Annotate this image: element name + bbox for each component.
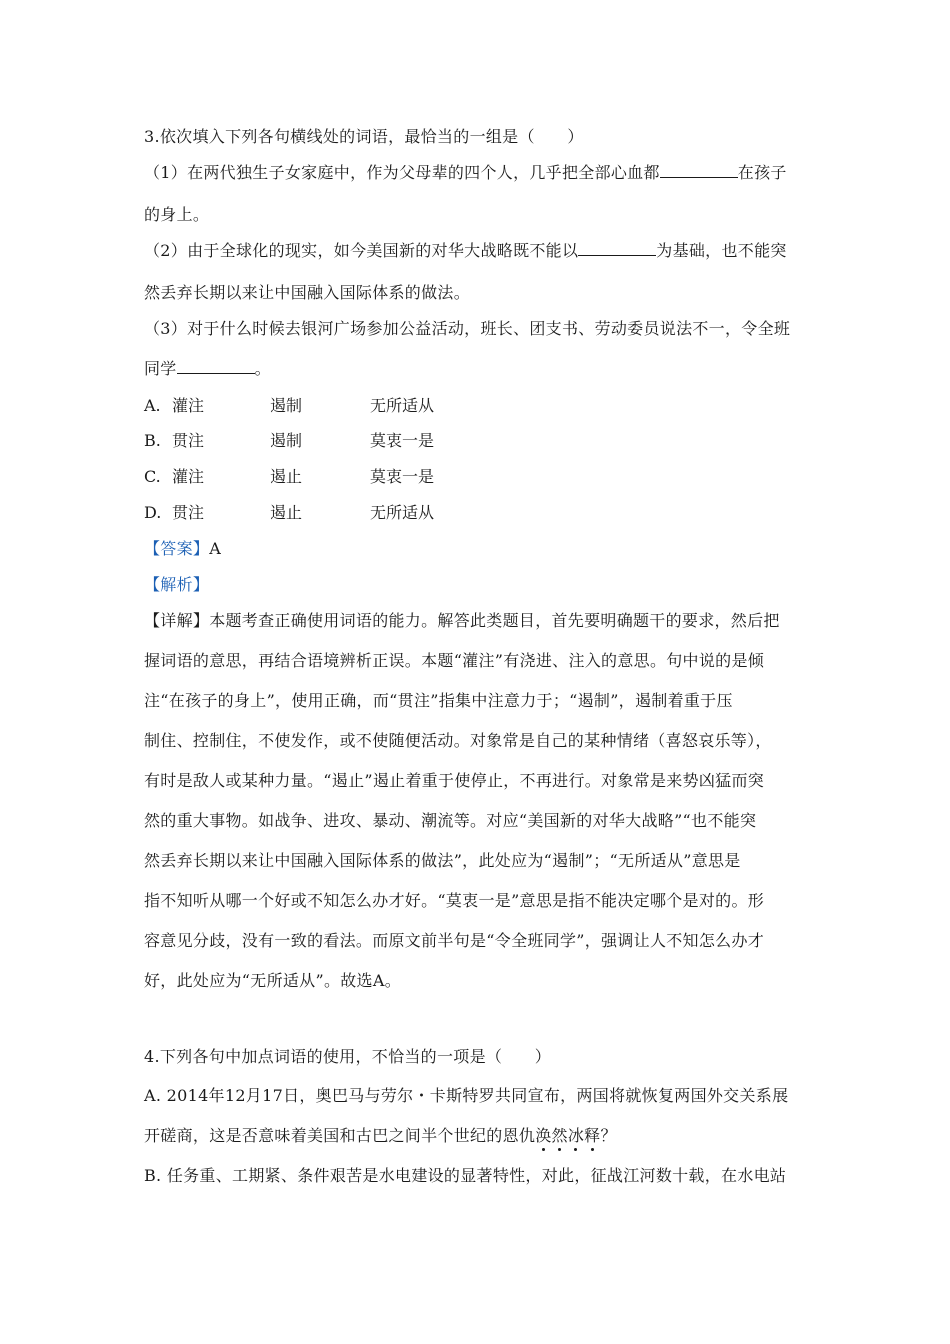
detail-line: 容意见分歧，没有一致的看法。而原文前半句是“令全班同学”，强调让人不知怎么办才 xyxy=(144,931,765,950)
answer-line xyxy=(144,539,814,559)
detail-line: 有时是敌人或某种力量。“遏止”遏止着重于使停止，不再进行。对象常是来势凶猛而突 xyxy=(144,771,765,790)
analysis-label: 【解析】 xyxy=(144,575,210,594)
q4-option-a: A. 2014年12月17日，奥巴马与劳尔・卡斯特罗共同宣布，两国将就恢复两国外交关系展 xyxy=(144,1086,789,1105)
option-a: A. 灌注 遏制 无所适从 xyxy=(144,396,435,415)
dotted-char: 释 xyxy=(584,1126,601,1145)
q4-option-b: B. 任务重、工期紧、条件艰苦是水电建设的显著特性，对此，征战江河数十载，在水电站 xyxy=(144,1166,787,1185)
q3-sentence-2-cont: 然丢弃长期以来让中国融入国际体系的做法。 xyxy=(144,283,471,302)
q3-sentence-3: （3）对于什么时候去银河广场参加公益活动，班长、团支书、劳动委员说法不一，令全班 xyxy=(144,319,791,338)
detail-line: 然丢弃长期以来让中国融入国际体系的做法”，此处应为“遏制”；“无所适从”意思是 xyxy=(144,851,741,870)
detail-line: 【详解】本题考查正确使用词语的能力。解答此类题目，首先要明确题干的要求，然后把 xyxy=(144,611,780,630)
q3-sentence-1-cont: 的身上。 xyxy=(144,205,210,224)
q3-sentence-2: （2）由于全球化的现实，如今美国新的对华大战略既不能以 为基础，也不能突 xyxy=(144,241,787,260)
q3-stem: 3.依次填入下列各句横线处的词语，最恰当的一组是（ ） xyxy=(144,127,584,146)
dotted-char: 然 xyxy=(551,1126,568,1145)
answer-label: 【答案】 xyxy=(144,539,210,558)
blank-3 xyxy=(177,359,255,374)
dotted-char: 冰 xyxy=(567,1126,585,1145)
blank-2 xyxy=(578,241,656,256)
option-c: C. 灌注 遏止 莫衷一是 xyxy=(144,467,435,486)
answer-value: A xyxy=(209,539,222,558)
q4-stem: 4.下列各句中加点词语的使用，不恰当的一项是（ ） xyxy=(144,1047,552,1066)
option-d: D. 贯注 遏止 无所适从 xyxy=(144,503,435,522)
dotted-char: 涣 xyxy=(535,1126,552,1145)
detail-line: 好，此处应为“无所适从”。故选A。 xyxy=(144,971,402,990)
detail-line: 然的重大事物。如战争、进攻、暴动、潮流等。对应“美国新的对华大战略”“也不能突 xyxy=(144,811,757,830)
blank-1 xyxy=(660,163,738,178)
q3-sentence-1: （1）在两代独生子女家庭中，作为父母辈的四个人，几乎把全部心血都 在孩子 xyxy=(144,163,787,182)
detail-line: 指不知听从哪一个好或不知怎么办才好。“莫衷一是”意思是指不能决定哪个是对的。形 xyxy=(144,891,765,910)
detail-line: 注“在孩子的身上”，使用正确，而“贯注”指集中注意力于；“遏制”，遏制着重于压 xyxy=(144,691,733,710)
q3-sentence-3-cont: 同学 。 xyxy=(144,359,271,378)
q4-option-a-cont: 开磋商，这是否意味着美国和古巴之间半个世纪的恩仇涣然冰释？ xyxy=(144,1126,617,1145)
option-b: B. 贯注 遏制 莫衷一是 xyxy=(144,431,435,450)
detail-line: 制住、控制住，不使发作，或不使随便活动。对象常是自己的某种情绪（喜怒哀乐等）， xyxy=(144,731,772,750)
detail-line: 握词语的意思，再结合语境辨析正误。本题“灌注”有浇进、注入的意思。句中说的是倾 xyxy=(144,651,765,670)
